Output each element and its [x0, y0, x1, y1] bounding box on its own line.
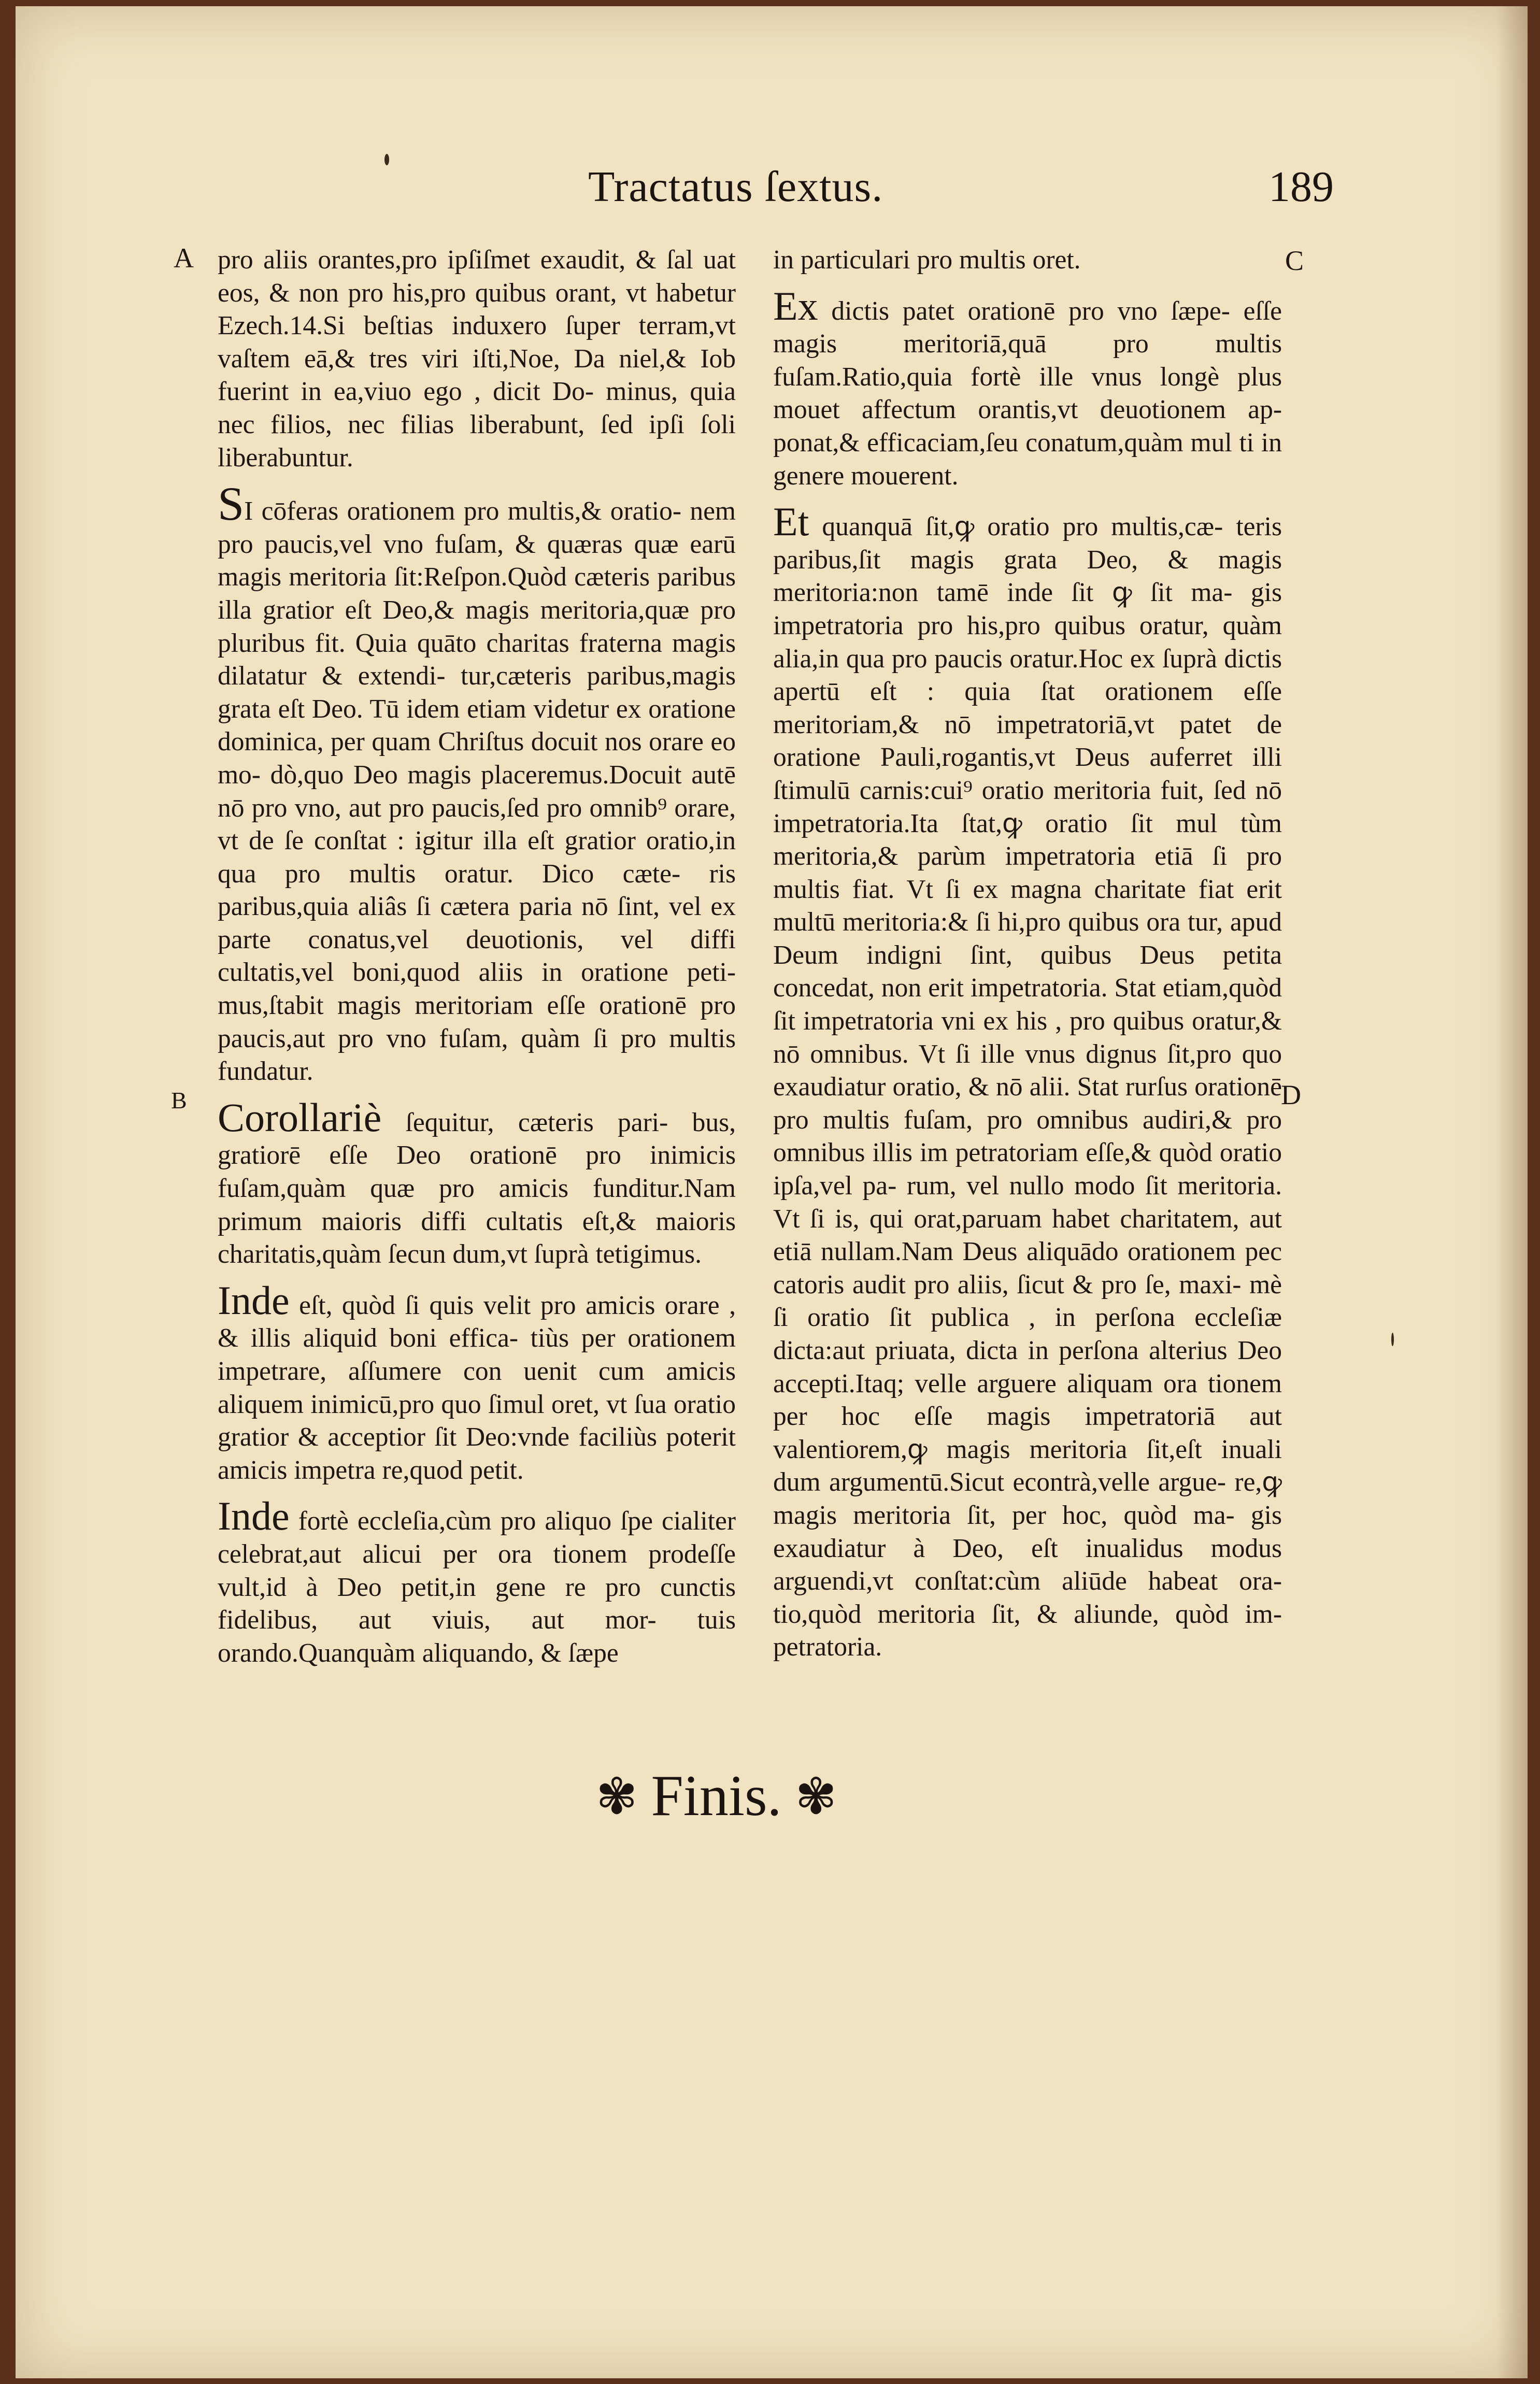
ink-speck	[1391, 1333, 1394, 1346]
margin-letter-d: D	[1281, 1079, 1301, 1110]
left-paragraph-5-text: fortè eccleſia,cùm pro aliquo ſpe cialiter celebrat,aut alicui per ora tionem prodeſſe vult,id à Deo petit,in gene re pro cunctis fidelibus, aut viuis, aut mor- tuis orando.Quanquàm aliquando, & ſæpe	[218, 1506, 736, 1668]
paragraph-lead-et: Et	[773, 499, 809, 545]
running-title: Tractatus ſextus.	[588, 163, 883, 211]
left-paragraph-4-text: eſt, quòd ſi quis velit pro amicis orare , & illis aliquid boni effica- tiùs per orationem impetrare, aſſumere con uenit cum amicis aliquem inimicū,pro quo ſimul oret, vt ſua oratio gratior & acceptior ſit Deo:vnde faciliùs poterit amicis impetra re,quod petit.	[218, 1290, 736, 1485]
left-paragraph-3-text: ſequitur, cæteris pari- bus, gratiorē eſſe Deo orationē pro inimicis fuſam,quàm quæ pro amicis funditur.Nam primum maioris diffi cultatis eſt,& maioris charitatis,quàm ſecun dum,vt ſuprà tetigimus.	[218, 1107, 736, 1269]
margin-letter-a: A	[174, 242, 194, 274]
left-paragraph-4	[218, 1277, 736, 1487]
right-column	[773, 244, 1282, 1664]
drop-initial-s: S	[218, 477, 245, 531]
right-paragraph-1: in particulari pro multis oret.	[773, 245, 1081, 275]
finis-text: Finis.	[651, 1764, 782, 1828]
left-paragraph-2-text: I cōferas orationem pro multis,& oratio- nem pro paucis,vel vno fuſam, & quæras quæ earū magis meritoria ſit:Reſpon.Quòd cæteris paribus illa gratior eſt Deo,& magis meritoria,quæ pro pluribus fit. Quia quāto charitas fraterna magis dilatatur & extendi- tur,cæteris paribus,magis grata eſt Deo. Tū idem etiam videtur ex oratione dominica, per quam Chriſtus docuit nos orare eo mo- dò,quo Deo magis placeremus.Docuit autē nō pro vno, aut pro paucis,ſed pro omnib⁹ orare, vt de ſe conſtat : igitur illa eſt gratior oratio,in qua pro multis oratur. Dico cæte- ris paribus,quia aliâs ſi cætera paria nō ſint, vel ex parte conatus,vel deuotionis, vel diffi cultatis,vel boni,quod aliis in oratione peti- mus,ſtabit magis meritoriam eſſe orationē pro paucis,aut pro vno fuſam, quàm ſi pro multis fundatur.	[218, 496, 736, 1087]
left-paragraph-1: pro aliis orantes,pro ipſiſmet exaudit, & ſal uat eos, & non pro his,pro quibus orant, vt habetur Ezech.14.Si beſtias induxero ſuper terram,vt vaſtem eā,& tres viri iſti,Noe, Da niel,& Iob fuerint in ea,viuo ego , dicit Do- minus, quia nec filios, nec filias liberabunt, ſed ipſi ſoli liberabuntur.	[218, 245, 736, 473]
right-paragraph-2-text: dictis patet orationē pro vno ſæpe- eſſe magis meritoriā,quā pro multis fuſam.Ratio,quia fortè ille vnus longè plus mouet affectum orantis,vt deuotionem ap- ponat,& efficaciam,ſeu conatum,quàm mul ti in genere mouerent.	[773, 296, 1282, 491]
left-column	[218, 244, 736, 1669]
right-paragraph-3-text: quanquā ſit,ꝙ oratio pro multis,cæ- teris paribus,ſit magis grata Deo, & magis meritoria:non tamē inde ſit ꝙ ſit ma- gis impetratoria pro his,pro quibus oratur, quàm alia,in qua pro paucis oratur.Hoc ex ſuprà dictis apertū eſt : quia ſtat orationem eſſe meritoriam,& nō impetratoriā,vt patet de oratione Pauli,rogantis,vt Deus auferret illi ſtimulū carnis:cui⁹ oratio meritoria fuit, ſed nō impetratoria.Ita ſtat,ꝙ oratio ſit mul tùm meritoria,& parùm impetratoria etiā ſi pro multis fiat. Vt ſi ex magna charitate fiat erit multū meritoria:& ſi hi,pro quibus ora tur, apud Deum indigni ſint, quibus Deus petita concedat, non erit impetratoria. Stat etiam,quòd ſit impetratoria vni ex his , pro quibus oratur,& nō omnibus. Vt ſi ille vnus dignus ſit,pro quo exaudiatur oratio, & nō alii. Stat rurſus orationē pro multis fuſam, pro omnibus audiri,& pro omnibus illis im petratoriam eſſe,& quòd oratio ipſa,vel pa- rum, vel nullo modo ſit meritoria. Vt ſi is, qui orat,paruam habet charitatem, aut etiā nullam.Nam Deus aliquādo orationem pec catoris audit pro aliis, ſicut & pro ſe, maxi- mè ſi oratio ſit publica , in perſona eccleſiæ dicta:aut priuata, dicta in perſona alterius Deo accepti.Itaq; velle arguere aliquam ora tionem per hoc eſſe magis impetratoriā aut valentiorem,ꝙ magis meritoria ſit,eſt inuali dum argumentū.Sicut econtrà,velle argue- re,ꝙ magis meritoria ſit, per hoc, quòd ma- gis exaudiatur à Deo, eſt inualidus modus arguendi,vt conſtat:cùm aliūde habeat ora- tio,quòd meritoria ſit, & aliunde, quòd im- petratoria.	[773, 512, 1282, 1662]
left-paragraph-2	[218, 477, 736, 1088]
fleuron-left-icon: ✾	[596, 1768, 638, 1824]
folio-number: 189	[1268, 163, 1334, 211]
paragraph-lead-ex: Ex	[773, 283, 818, 329]
colophon	[596, 1763, 837, 1830]
left-paragraph-3	[218, 1094, 736, 1271]
paragraph-lead-inde: Inde	[218, 1277, 290, 1323]
margin-letter-c: C	[1285, 245, 1304, 276]
margin-letter-b: B	[171, 1087, 187, 1114]
ink-speck	[384, 154, 389, 165]
right-paragraph-3	[773, 499, 1282, 1664]
paragraph-lead-corollarie: Corollariè	[218, 1094, 382, 1140]
right-paragraph-2	[773, 283, 1282, 493]
fleuron-right-icon: ✾	[795, 1768, 837, 1824]
left-paragraph-5	[218, 1493, 736, 1669]
paragraph-lead-inde-2: Inde	[218, 1493, 290, 1539]
book-page	[16, 6, 1528, 2378]
page-edge-shading	[1496, 6, 1528, 2378]
